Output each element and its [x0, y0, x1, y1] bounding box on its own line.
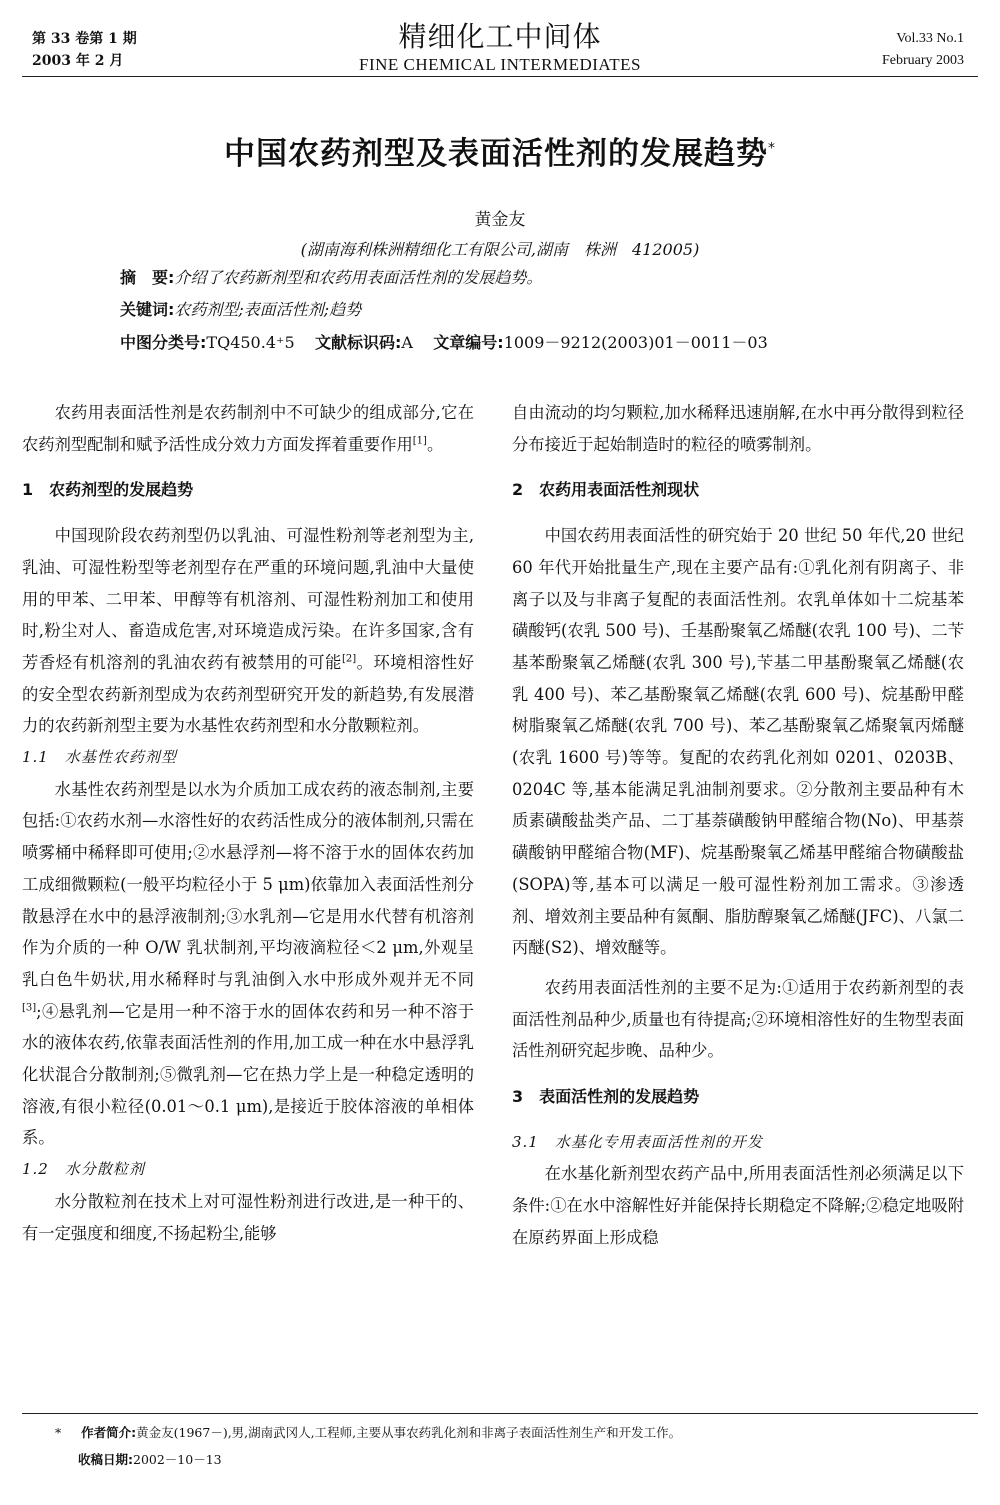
subsection-1-1-paragraph: 水基性农药剂型是以水为介质加工成农药的液态制剂,主要包括:①农药水剂—水溶性好的农药活性成分的液体制剂,只需在喷雾桶中稀释即可使用;②水悬浮剂—将不溶于水的固体农药加工成细微颗粒(一般平均粒径小于 5 μm)依靠加入表面活性剂分散悬浮在水中的悬浮液制剂;③水乳剂—它是用水代替有机溶剂作为介质的一种 O/W 乳状制剂,平均液滴粒径＜2 μm,外观呈乳白色牛奶状,用水稀释时与乳油倒入水中形成外观并无不同[3];④悬乳剂—它是用一种不溶于水的固体农药和另一种不溶于水的液体农药,依靠表面活性剂的作用,加工成一种在水中悬浮乳化状混合分散制剂;⑤微乳剂—它在热力学上是一种稳定透明的溶液,有很小粒径(0.01～0.1 μm),是接近于胶体溶液的单相体系。 [22, 779, 474, 1148]
keywords-text: 农药剂型;表面活性剂;趋势 [174, 300, 362, 319]
subsection-3-1-paragraph: 在水基化新剂型农药产品中,所用表面活性剂必须满足以下条件:①在水中溶解性好并能保持长期稳定不降解;②稳定地吸附在原药界面上形成稳 [512, 1164, 964, 1247]
date-en: February 2003 [881, 53, 964, 68]
subsection-heading-1-2: 1.2 水分散粒剂 [22, 1160, 145, 1179]
section-heading-1: 1 农药剂型的发展趋势 [22, 480, 194, 500]
article-number-value: 1009－9212(2003)01－0011－03 [503, 333, 768, 352]
left-column [22, 397, 474, 1249]
continued-paragraph: 自由流动的均匀颗粒,加水稀释迅速崩解,在水中再分散得到粒径分布接近于起始制造时的粒径的喷雾制剂。 [512, 403, 964, 454]
keywords [120, 298, 950, 322]
journal-name-en: FINE CHEMICAL INTERMEDIATES [358, 55, 642, 74]
section-heading-3: 3 表面活性剂的发展趋势 [512, 1087, 700, 1107]
title-text: 中国农药剂型及表面活性剂的发展趋势 [224, 136, 768, 172]
subsection-heading-1-1: 1.1 水基性农药剂型 [22, 748, 177, 767]
doc-code-value: A [401, 333, 413, 352]
keywords-label: 关键词: [120, 300, 175, 319]
footnote-divider [22, 1413, 978, 1414]
section-1-paragraph: 中国现阶段农药剂型仍以乳油、可湿性粉剂等老剂型为主,乳油、可湿性粉型等老剂型存在严重的环境问题,乳油中大量使用的甲苯、二甲苯、甲醇等有机溶剂、可湿性粉剂加工和使用时,粉尘对人、畜造成危害,对环境造成污染。在许多国家,含有芳香烃有机溶剂的乳油农药有被禁用的可能[2]。环境相溶性好的安全型农药新剂型成为农药剂型研究开发的新趋势,有发展潜力的农药新剂型主要为水基性农药剂型和水分散颗粒剂。 [22, 526, 474, 736]
header-divider [22, 76, 978, 77]
author-name: 黄金友 [474, 210, 526, 230]
section-2-paragraph-2: 农药用表面活性剂的主要不足为:①适用于农药新剂型的表面活性剂品种少,质量也有待提高;②环境相溶性好的生物型表面活性剂研究起步晚、品种少。 [512, 977, 964, 1061]
journal-masthead [0, 20, 1000, 76]
article-number-label: 文章编号: [433, 333, 504, 352]
author-bio-text: 黄金友(1967－),男,湖南武冈人,工程师,主要从事农药乳化剂和非离子表面活性剂生产和开发工作。 [136, 1425, 682, 1440]
citation-ref: [3] [22, 1002, 37, 1014]
received-date-footnote [78, 1451, 998, 1469]
citation-ref: [2] [341, 653, 357, 665]
author-bio-footnote [55, 1424, 975, 1442]
section-2-paragraph-1: 中国农药用表面活性的研究始于 20 世纪 50 年代,20 世纪 60 年代开始批量生产,现在主要产品有:①乳化剂有阴离子、非离子以及与非离子复配的表面活性剂。农乳单体如十二烷基苯磺酸钙(农乳 500 号)、壬基酚聚氧乙烯醚(农乳 100 号)、二苄基苯酚聚氧乙烯醚(农乳 300 号),苄基二甲基酚聚氧乙烯醚(农乳 400 号)、苯乙基酚聚氧乙烯醚(农乳 600 号)、烷基酚甲醛树脂聚氧乙烯醚(农乳 700 号)、苯乙基酚聚氧乙烯聚氧丙烯醚(农乳 1600 号)等等。复配的农药乳化剂如 0201、0203B、0204C 等,基本能满足乳油制剂要求。②分散剂主要品种有木质素磺酸盐类产品、二丁基萘磺酸钠甲醛缩合物(No)、甲基萘磺酸钠甲醛缩合物(MF)、烷基酚聚氧乙烯基甲醛缩合物磺酸盐(SOPA)等,基本可以满足一般可湿性粉剂加工需求。③渗透剂、增效剂主要品种有氮酮、脂肪醇聚氧乙烯醚(JFC)、八氯二丙醚(S2)、增效醚等。 [512, 526, 964, 958]
author-bio-label: 作者简介: [81, 1425, 137, 1440]
footnote-mark: * [55, 1425, 62, 1440]
subsection-heading-3-1: 3.1 水基化专用表面活性剂的开发 [512, 1132, 763, 1151]
issue-info-en [882, 28, 964, 72]
date-cn: 2003 年 2 月 [32, 53, 124, 69]
doc-code-label: 文献标识码: [314, 333, 402, 352]
article-title [0, 128, 1000, 173]
author-affiliation: (湖南海利株洲精细化工有限公司,湖南 株洲 412005) [300, 240, 700, 259]
received-date-label: 收稿日期: [78, 1452, 133, 1467]
abstract [120, 266, 950, 290]
volume-issue-en: Vol.33 No.1 [896, 31, 964, 46]
intro-paragraph: 农药用表面活性剂是农药制剂中不可缺少的组成部分,它在农药剂型配制和赋予活性成分效力方面发挥着重要作用[1]。 [22, 403, 474, 454]
volume-issue-cn: 第 33 卷第 1 期 [32, 31, 137, 47]
citation-ref: [1] [412, 435, 427, 447]
clc-value: TQ450.4⁺5 [206, 333, 295, 352]
title-footnote-mark: * [768, 140, 776, 157]
abstract-label: 摘 要: [120, 268, 175, 287]
journal-name-cn: 精细化工中间体 [398, 20, 602, 53]
abstract-text: 介绍了农药新剂型和农药用表面活性剂的发展趋势。 [174, 268, 543, 287]
subsection-1-2-paragraph: 水分散粒剂在技术上对可湿性粉剂进行改进,是一种干的、有一定强度和细度,不扬起粉尘,能够 [22, 1191, 474, 1243]
section-heading-2: 2 农药用表面活性剂现状 [512, 480, 700, 500]
right-column [512, 397, 964, 1254]
received-date-value: 2002－10－13 [133, 1452, 222, 1467]
classification-line [120, 331, 950, 355]
clc-label: 中图分类号: [120, 333, 207, 352]
